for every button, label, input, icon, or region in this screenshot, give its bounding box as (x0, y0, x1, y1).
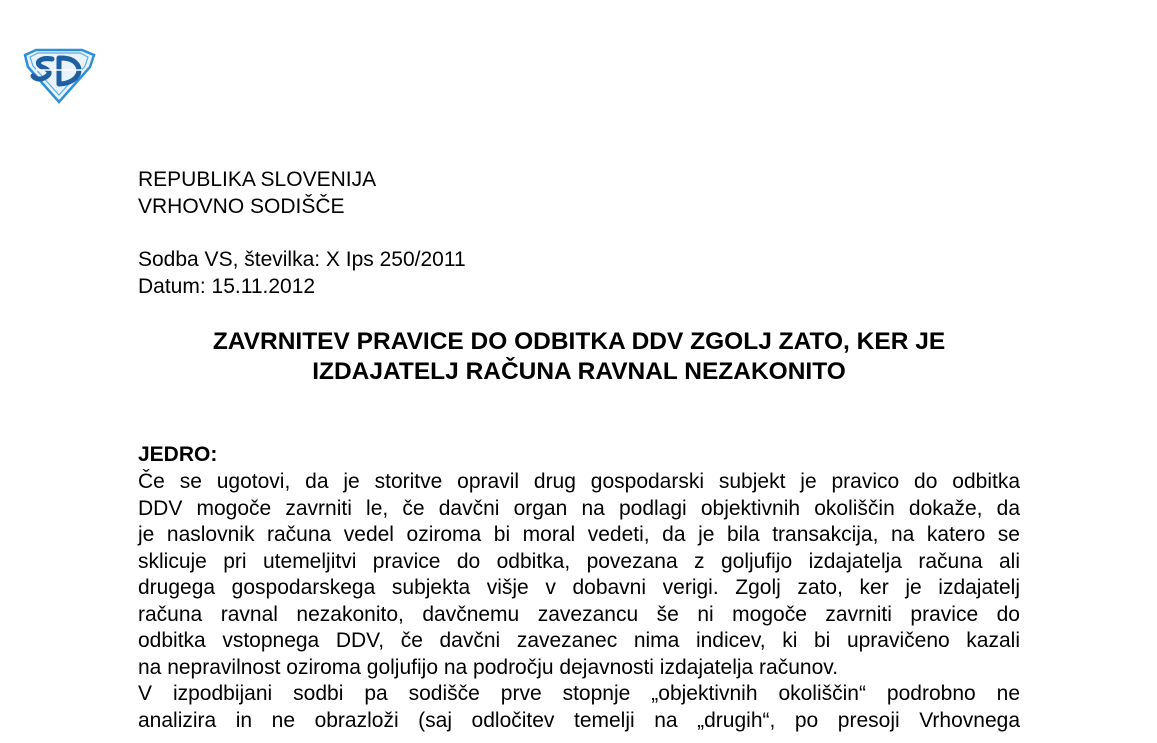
paragraph-line: računa ravnal nezakonito, davčnemu zavezancu še ni mogoče zavrniti pravice do (138, 602, 1020, 626)
court-line-court: VRHOVNO SODIŠČE (138, 195, 345, 218)
case-date: Datum: 15.11.2012 (138, 275, 316, 298)
court-line-country: REPUBLIKA SLOVENIJA (138, 168, 377, 191)
case-number: Sodba VS, številka: X Ips 250/2011 (138, 248, 466, 271)
court-name (138, 166, 376, 220)
title-line: IZDAJATELJ RAČUNA RAVNAL NEZAKONITO (312, 358, 846, 385)
paragraph-line: odbitka vstopnega DDV, če davčni zavezanec nima indicev, ki bi upravičeno kazali (138, 629, 1020, 652)
paragraph-line: na nepravilnost oziroma goljufijo na področju dejavnosti izdajatelja računov. (138, 655, 839, 679)
core-heading: JEDRO: (138, 443, 218, 466)
paragraph-line: Če se ugotovi, da je storitve opravil drug gospodarski subjekt je pravico do odbitka (138, 470, 1020, 493)
paragraph-line: je naslovnik računa vedel oziroma bi moral vedeti, da je bila transakcija, na katero se (138, 523, 1020, 546)
paragraph-line: drugega gospodarskega subjekta višje v dobavni verigi. Zgolj zato, ker je izdajatelj (138, 576, 1020, 599)
paragraph-line: V izpodbijani sodbi pa sodišče prve stopnje „objektivnih okoliščin“ podrobno ne (138, 682, 1020, 705)
document-title (138, 327, 1020, 387)
paragraph-line: DDV mogoče zavrniti le, če davčni organ na podlagi objektivnih okoliščin dokaže, da (138, 496, 1020, 520)
core-paragraph (138, 469, 1020, 734)
paragraph-line: analizira in ne obrazloži (saj odločitev temelji na „drugih“, po presoji Vrhovnega (138, 708, 1020, 732)
sd-shield-logo-icon (22, 48, 96, 104)
paragraph-line: sklicuje pri utemeljitvi pravice do odbitka, povezana z goljufijo izdajatelja računa ali (138, 549, 1020, 573)
title-line: ZAVRNITEV PRAVICE DO ODBITKA DDV ZGOLJ ZATO, KER JE (212, 328, 946, 355)
case-info (138, 246, 466, 300)
